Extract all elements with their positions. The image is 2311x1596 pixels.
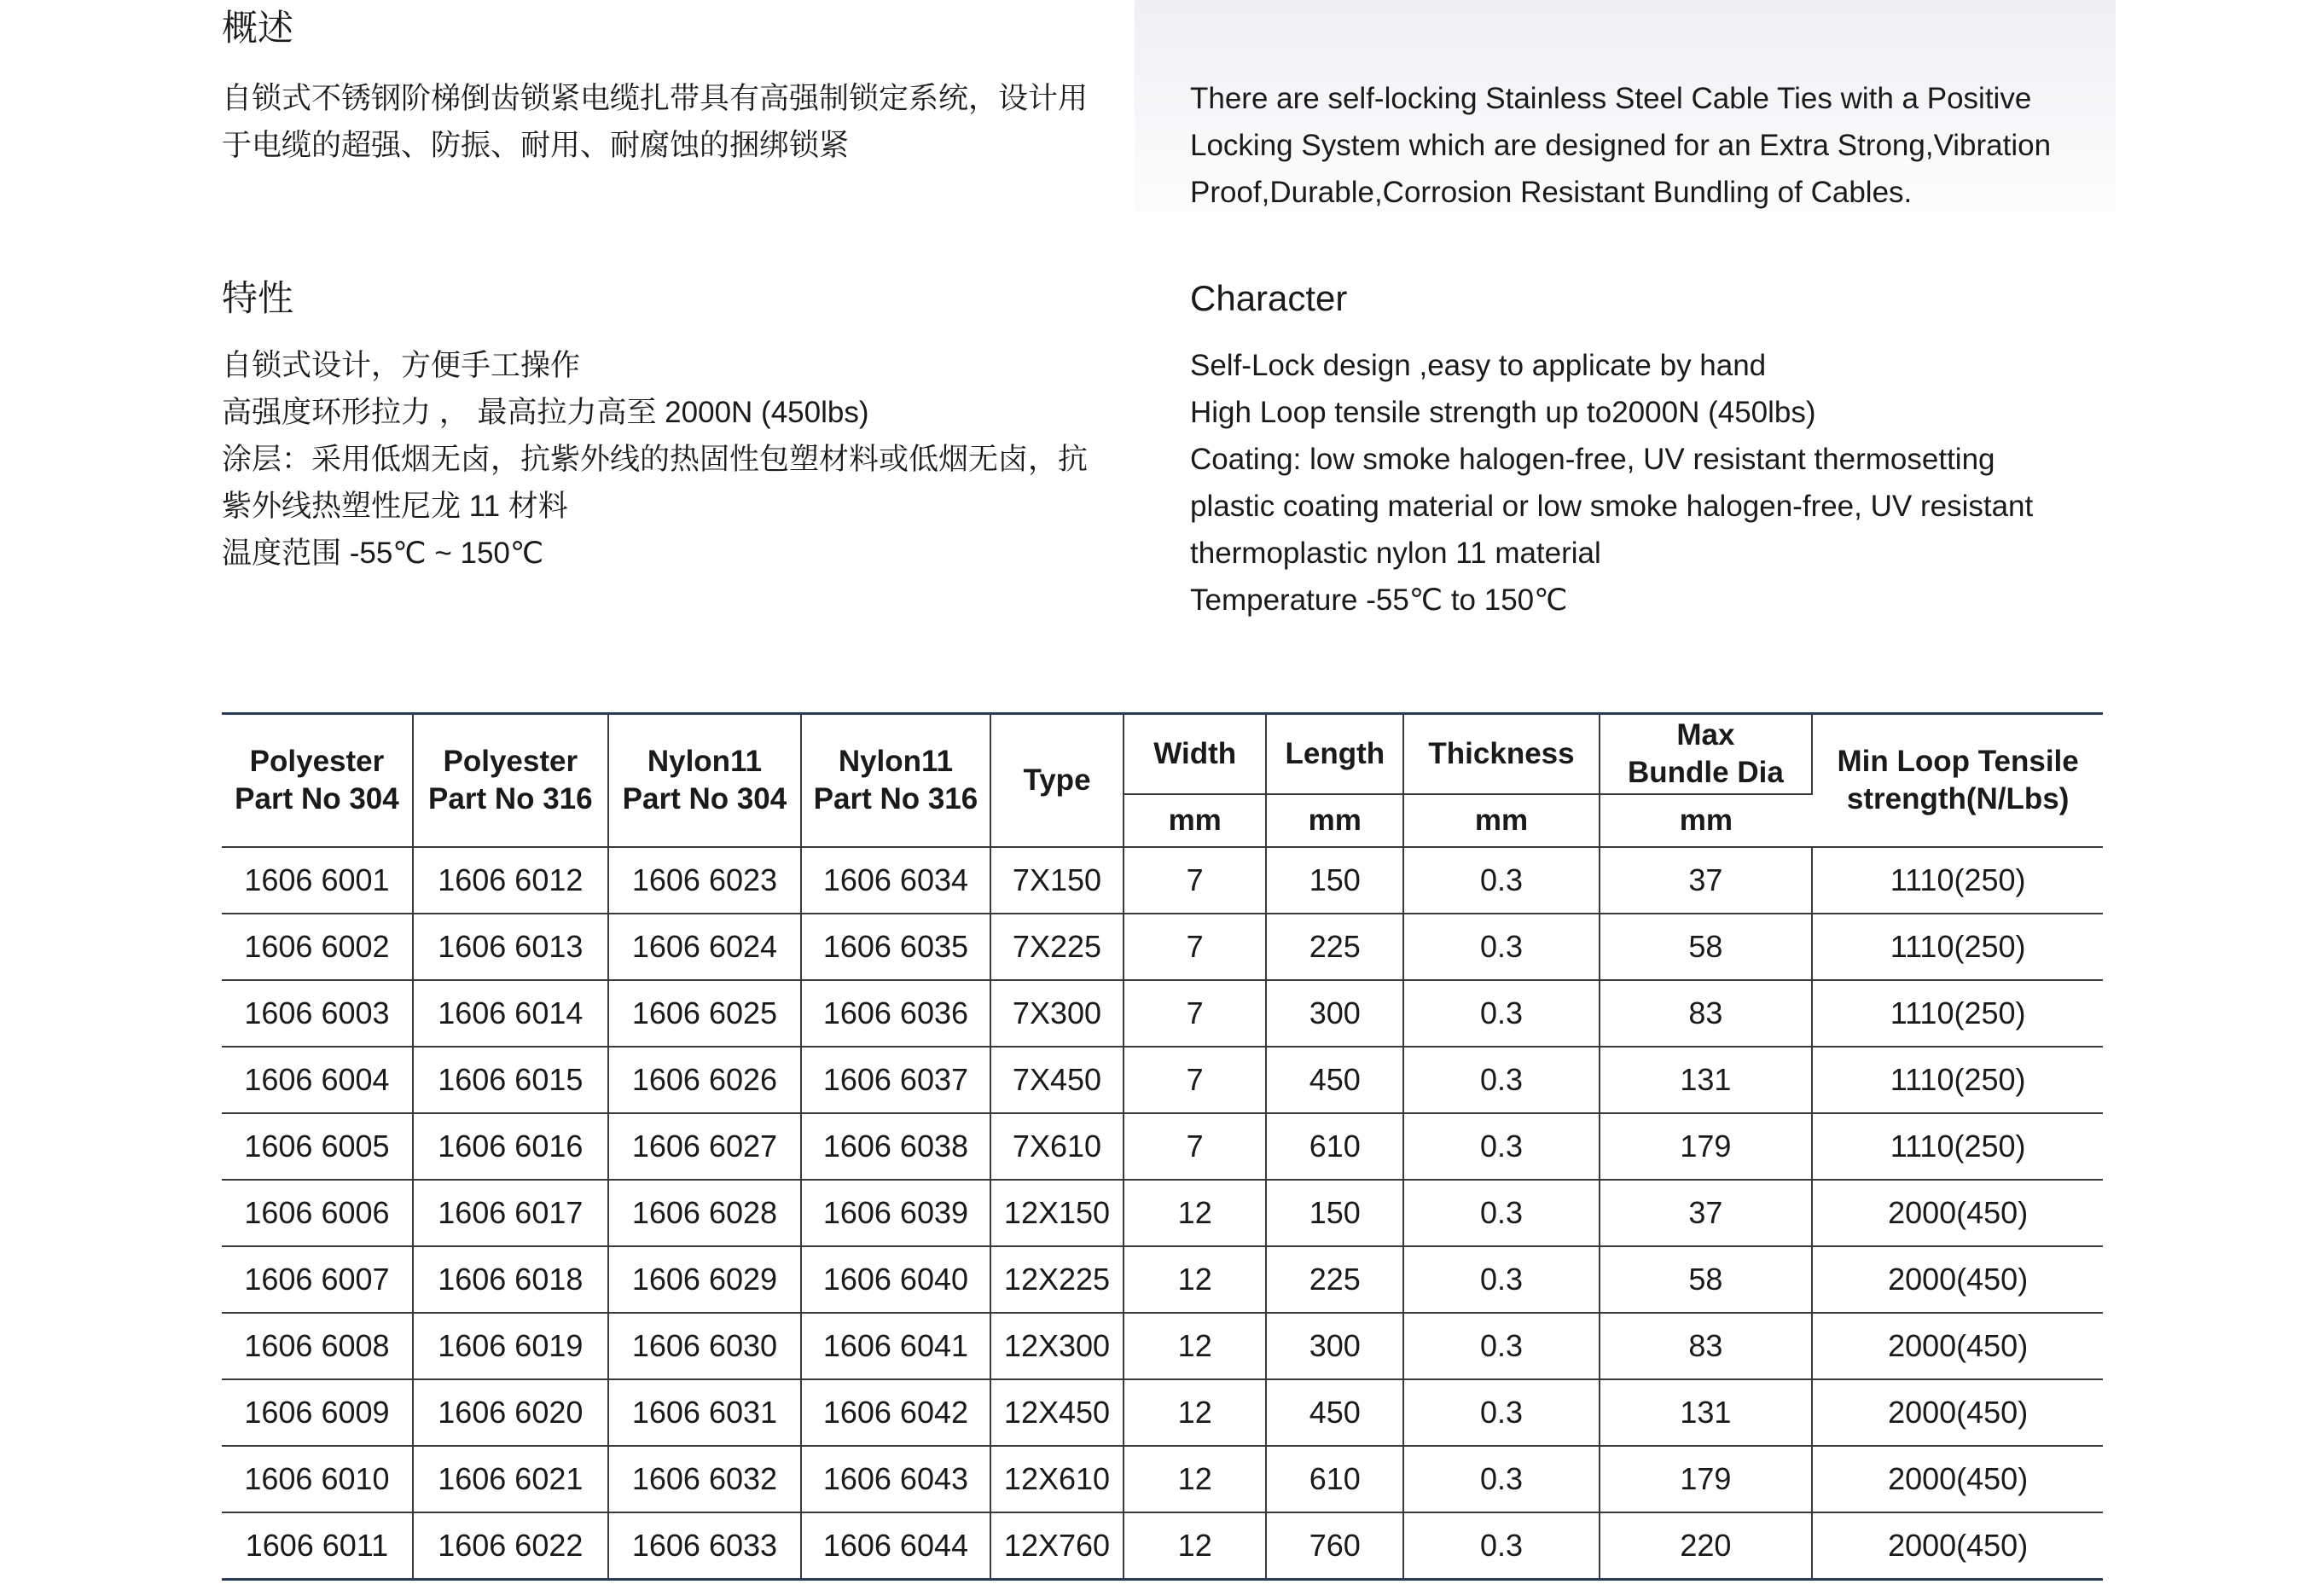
cell-polyester-304: 1606 6002 xyxy=(222,914,413,980)
cell-nylon-316: 1606 6034 xyxy=(801,847,990,914)
cell-thickness: 0.3 xyxy=(1403,1313,1599,1379)
cell-type: 12X150 xyxy=(990,1180,1124,1246)
cell-polyester-316: 1606 6018 xyxy=(413,1246,608,1313)
cell-max-bundle-dia: 179 xyxy=(1600,1446,1813,1512)
cell-polyester-304: 1606 6001 xyxy=(222,847,413,914)
overview-en-line: There are self-locking Stainless Steel Cable Ties with a Positive xyxy=(1190,82,2032,115)
table-row xyxy=(222,847,2103,914)
cell-width: 12 xyxy=(1124,1512,1266,1580)
header-unit-width: mm xyxy=(1124,794,1266,847)
cell-thickness: 0.3 xyxy=(1403,1180,1599,1246)
cell-min-loop-tensile: 2000(450) xyxy=(1812,1446,2103,1512)
cell-length: 450 xyxy=(1266,1047,1403,1113)
spec-table-header xyxy=(222,714,2103,848)
header-min-loop-tensile: Min Loop Tensile strength(N/Lbs) xyxy=(1837,745,2079,815)
overview-en-block xyxy=(1190,75,2120,216)
character-en-heading: Character xyxy=(1190,278,1348,318)
cell-nylon-316: 1606 6042 xyxy=(801,1379,990,1446)
cell-max-bundle-dia: 131 xyxy=(1600,1047,1813,1113)
cell-max-bundle-dia: 179 xyxy=(1600,1113,1813,1180)
character-cn-heading: 特性 xyxy=(222,278,294,318)
cell-max-bundle-dia: 83 xyxy=(1600,980,1813,1047)
header-width: Width xyxy=(1124,714,1266,795)
header-unit-length: mm xyxy=(1266,794,1403,847)
cell-min-loop-tensile: 2000(450) xyxy=(1812,1246,2103,1313)
table-row xyxy=(222,1313,2103,1379)
overview-cn-heading: 概述 xyxy=(222,8,294,48)
header-unit-thickness: mm xyxy=(1403,794,1599,847)
cell-polyester-304: 1606 6006 xyxy=(222,1180,413,1246)
cell-polyester-304: 1606 6010 xyxy=(222,1446,413,1512)
character-cn-block xyxy=(222,277,1143,577)
header-polyester-304: Polyester Part No 304 xyxy=(222,714,413,848)
cell-polyester-304: 1606 6005 xyxy=(222,1113,413,1180)
cell-min-loop-tensile: 2000(450) xyxy=(1812,1180,2103,1246)
cell-length: 450 xyxy=(1266,1379,1403,1446)
overview-en-line: Proof,Durable,Corrosion Resistant Bundling of Cables. xyxy=(1190,176,1913,209)
cell-min-loop-tensile: 2000(450) xyxy=(1812,1313,2103,1379)
table-row xyxy=(222,980,2103,1047)
cell-min-loop-tensile: 1110(250) xyxy=(1812,847,2103,914)
overview-cn-line: 自锁式不锈钢阶梯倒齿锁紧电缆扎带具有高强制锁定系统，设计用 xyxy=(222,82,1089,115)
cell-type: 12X450 xyxy=(990,1379,1124,1446)
cell-width: 7 xyxy=(1124,847,1266,914)
cell-nylon-304: 1606 6031 xyxy=(608,1379,801,1446)
cell-length: 610 xyxy=(1266,1113,1403,1180)
cell-min-loop-tensile: 2000(450) xyxy=(1812,1512,2103,1580)
character-cn-line: 自锁式设计，方便手工操作 xyxy=(222,349,581,382)
overview-cn-line: 于电缆的超强、防振、耐用、耐腐蚀的捆绑锁紧 xyxy=(222,129,850,162)
overview-en-line: Locking System which are designed for an Extra Strong,Vibration xyxy=(1190,129,2052,162)
cell-width: 7 xyxy=(1124,1113,1266,1180)
cell-polyester-304: 1606 6004 xyxy=(222,1047,413,1113)
cell-polyester-316: 1606 6022 xyxy=(413,1512,608,1580)
overview-cn-block xyxy=(222,7,1143,169)
cell-width: 12 xyxy=(1124,1446,1266,1512)
cell-polyester-304: 1606 6008 xyxy=(222,1313,413,1379)
cell-max-bundle-dia: 131 xyxy=(1600,1379,1813,1446)
cell-width: 12 xyxy=(1124,1313,1266,1379)
table-row xyxy=(222,1180,2103,1246)
cell-nylon-316: 1606 6038 xyxy=(801,1113,990,1180)
cell-max-bundle-dia: 58 xyxy=(1600,1246,1813,1313)
table-row xyxy=(222,914,2103,980)
cell-width: 12 xyxy=(1124,1379,1266,1446)
cell-thickness: 0.3 xyxy=(1403,1246,1599,1313)
cell-polyester-316: 1606 6019 xyxy=(413,1313,608,1379)
character-cn-line: 涂层：采用低烟无卤，抗紫外线的热固性包塑材料或低烟无卤，抗 xyxy=(222,443,1089,476)
cell-width: 12 xyxy=(1124,1180,1266,1246)
table-row xyxy=(222,1246,2103,1313)
cell-length: 300 xyxy=(1266,980,1403,1047)
cell-thickness: 0.3 xyxy=(1403,914,1599,980)
cell-nylon-304: 1606 6024 xyxy=(608,914,801,980)
cell-polyester-316: 1606 6012 xyxy=(413,847,608,914)
cell-thickness: 0.3 xyxy=(1403,847,1599,914)
cell-polyester-304: 1606 6007 xyxy=(222,1246,413,1313)
header-nylon-304: Nylon11 Part No 304 xyxy=(608,714,801,848)
cell-type: 12X225 xyxy=(990,1246,1124,1313)
cell-min-loop-tensile: 1110(250) xyxy=(1812,1047,2103,1113)
cell-type: 7X450 xyxy=(990,1047,1124,1113)
cell-polyester-316: 1606 6017 xyxy=(413,1180,608,1246)
cell-width: 7 xyxy=(1124,1047,1266,1113)
header-thickness: Thickness xyxy=(1403,714,1599,795)
cell-polyester-304: 1606 6009 xyxy=(222,1379,413,1446)
cell-min-loop-tensile: 1110(250) xyxy=(1812,1113,2103,1180)
cell-polyester-304: 1606 6011 xyxy=(222,1512,413,1580)
cell-polyester-316: 1606 6013 xyxy=(413,914,608,980)
character-en-line: thermoplastic nylon 11 material xyxy=(1190,537,1601,570)
cell-max-bundle-dia: 58 xyxy=(1600,914,1813,980)
table-row xyxy=(222,1446,2103,1512)
cell-thickness: 0.3 xyxy=(1403,1512,1599,1580)
cell-length: 225 xyxy=(1266,914,1403,980)
cell-max-bundle-dia: 37 xyxy=(1600,1180,1813,1246)
cell-nylon-316: 1606 6035 xyxy=(801,914,990,980)
cell-min-loop-tensile: 1110(250) xyxy=(1812,980,2103,1047)
cell-min-loop-tensile: 2000(450) xyxy=(1812,1379,2103,1446)
cell-thickness: 0.3 xyxy=(1403,1113,1599,1180)
cell-width: 7 xyxy=(1124,980,1266,1047)
cell-thickness: 0.3 xyxy=(1403,980,1599,1047)
cell-thickness: 0.3 xyxy=(1403,1446,1599,1512)
cell-type: 12X760 xyxy=(990,1512,1124,1580)
cell-width: 7 xyxy=(1124,914,1266,980)
cell-nylon-316: 1606 6036 xyxy=(801,980,990,1047)
cell-length: 760 xyxy=(1266,1512,1403,1580)
cell-polyester-316: 1606 6021 xyxy=(413,1446,608,1512)
cell-nylon-304: 1606 6033 xyxy=(608,1512,801,1580)
cell-nylon-316: 1606 6040 xyxy=(801,1246,990,1313)
cell-type: 7X610 xyxy=(990,1113,1124,1180)
cell-length: 300 xyxy=(1266,1313,1403,1379)
header-length: Length xyxy=(1266,714,1403,795)
cell-polyester-304: 1606 6003 xyxy=(222,980,413,1047)
cell-length: 150 xyxy=(1266,847,1403,914)
cell-max-bundle-dia: 220 xyxy=(1600,1512,1813,1580)
cell-polyester-316: 1606 6014 xyxy=(413,980,608,1047)
cell-nylon-304: 1606 6027 xyxy=(608,1113,801,1180)
cell-nylon-316: 1606 6043 xyxy=(801,1446,990,1512)
header-type: Type xyxy=(990,714,1124,848)
table-row xyxy=(222,1379,2103,1446)
header-polyester-316: Polyester Part No 316 xyxy=(413,714,608,848)
cell-nylon-304: 1606 6025 xyxy=(608,980,801,1047)
cell-polyester-316: 1606 6015 xyxy=(413,1047,608,1113)
cell-length: 150 xyxy=(1266,1180,1403,1246)
cell-length: 610 xyxy=(1266,1446,1403,1512)
cell-nylon-316: 1606 6039 xyxy=(801,1180,990,1246)
cell-width: 12 xyxy=(1124,1246,1266,1313)
character-cn-line: 高强度环形拉力 ， 最高拉力高至 2000N (450lbs) xyxy=(222,396,869,429)
cell-nylon-304: 1606 6032 xyxy=(608,1446,801,1512)
cell-type: 7X150 xyxy=(990,847,1124,914)
character-en-line: Coating: low smoke halogen-free, UV resistant thermosetting xyxy=(1190,443,1995,476)
cell-max-bundle-dia: 37 xyxy=(1600,847,1813,914)
table-row xyxy=(222,1047,2103,1113)
cell-nylon-304: 1606 6029 xyxy=(608,1246,801,1313)
spec-table xyxy=(222,712,2103,1581)
cell-nylon-304: 1606 6026 xyxy=(608,1047,801,1113)
header-max-bundle-dia: Max Bundle Dia xyxy=(1600,714,1813,795)
cell-thickness: 0.3 xyxy=(1403,1047,1599,1113)
cell-type: 7X225 xyxy=(990,914,1124,980)
character-cn-line: 温度范围 -55℃ ~ 150℃ xyxy=(222,537,544,570)
character-en-block xyxy=(1190,277,2120,624)
cell-type: 12X610 xyxy=(990,1446,1124,1512)
cell-nylon-304: 1606 6023 xyxy=(608,847,801,914)
cell-nylon-304: 1606 6028 xyxy=(608,1180,801,1246)
cell-max-bundle-dia: 83 xyxy=(1600,1313,1813,1379)
character-en-line: Self-Lock design ,easy to applicate by hand xyxy=(1190,349,1767,382)
cell-type: 7X300 xyxy=(990,980,1124,1047)
cell-nylon-304: 1606 6030 xyxy=(608,1313,801,1379)
character-en-line: plastic coating material or low smoke halogen-free, UV resistant xyxy=(1190,490,2034,523)
character-cn-line: 紫外线热塑性尼龙 11 材料 xyxy=(222,490,568,523)
cell-type: 12X300 xyxy=(990,1313,1124,1379)
cell-length: 225 xyxy=(1266,1246,1403,1313)
table-row xyxy=(222,1512,2103,1580)
cell-nylon-316: 1606 6041 xyxy=(801,1313,990,1379)
cell-min-loop-tensile: 1110(250) xyxy=(1812,914,2103,980)
cell-nylon-316: 1606 6037 xyxy=(801,1047,990,1113)
character-en-line: High Loop tensile strength up to2000N (450lbs) xyxy=(1190,396,1816,429)
cell-polyester-316: 1606 6020 xyxy=(413,1379,608,1446)
cell-nylon-316: 1606 6044 xyxy=(801,1512,990,1580)
header-nylon-316: Nylon11 Part No 316 xyxy=(801,714,990,848)
table-row xyxy=(222,1113,2103,1180)
spec-table-body xyxy=(222,847,2103,1580)
header-unit-bundle: mm xyxy=(1600,794,1813,847)
character-en-line: Temperature -55℃ to 150℃ xyxy=(1190,583,1568,617)
cell-thickness: 0.3 xyxy=(1403,1379,1599,1446)
cell-polyester-316: 1606 6016 xyxy=(413,1113,608,1180)
